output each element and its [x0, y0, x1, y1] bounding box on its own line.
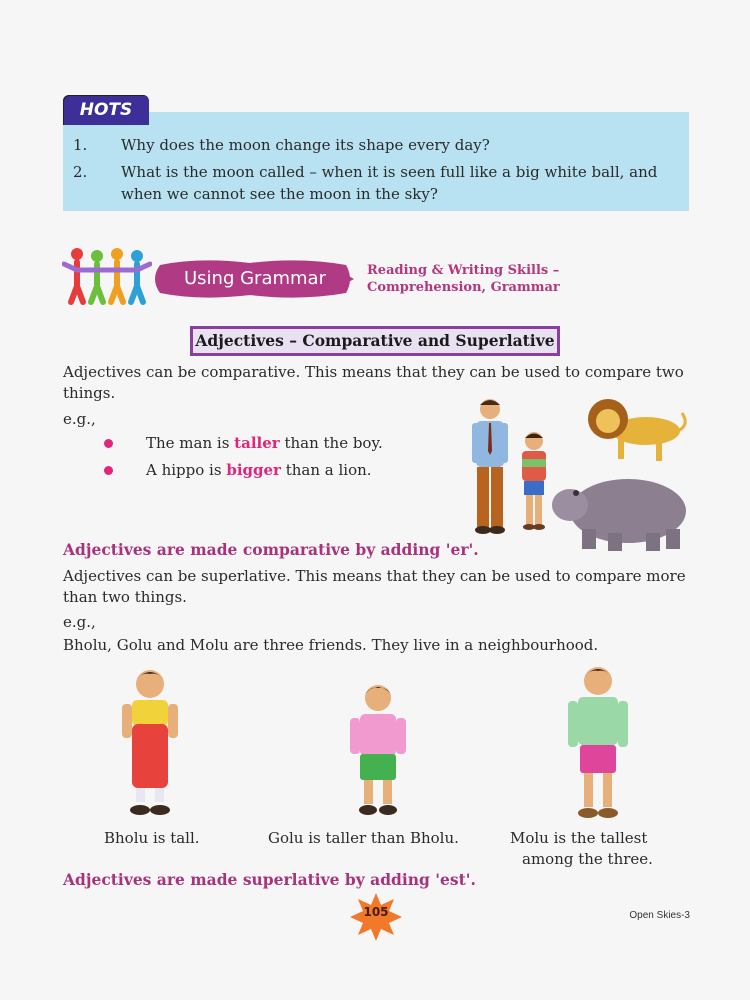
example-after: than a lion.: [280, 461, 372, 479]
man-figure: [472, 399, 508, 534]
rule-superlative: Adjectives are made superlative by adding 'est'.: [63, 870, 476, 889]
bullet-icon: [104, 466, 113, 475]
using-grammar-label: Using Grammar: [184, 268, 326, 289]
page-number: 105: [363, 905, 389, 919]
boy-figure: [522, 432, 546, 530]
caption-bholu: Bholu is tall.: [104, 829, 200, 847]
example-before: The man is: [146, 434, 235, 452]
bholu-illustration: [112, 662, 190, 822]
book-footer: Open Skies-3: [629, 910, 690, 921]
eg-label: e.g.,: [63, 410, 96, 428]
golu-illustration: [340, 676, 412, 826]
comparative-intro: Adjectives can be comparative. This means that they can be used to compare two things.: [63, 363, 684, 402]
example-highlight: taller: [234, 434, 280, 452]
skills-heading: [367, 262, 587, 296]
caption-molu-line1: Molu is the tallest: [510, 829, 648, 847]
friends-sentence: Bholu, Golu and Molu are three friends. They live in a neighbourhood.: [63, 636, 599, 654]
example-before: A hippo is: [146, 461, 227, 479]
molu-illustration: [560, 659, 632, 829]
rule-comparative: Adjectives are made comparative by adding 'er'.: [63, 540, 479, 559]
skills-line-1: Reading & Writing Skills –: [367, 263, 560, 278]
question-text: Why does the moon change its shape every day?: [121, 136, 490, 154]
bullet-icon: [104, 439, 113, 448]
hots-label: HOTS: [63, 95, 149, 125]
people-holding-hands-icon: [62, 246, 152, 306]
example-highlight: bigger: [226, 461, 281, 479]
man-boy-lion-hippo-illustration: [458, 395, 690, 555]
example-after: than the boy.: [279, 434, 383, 452]
example-text: [146, 432, 383, 454]
hippo-figure: [552, 479, 686, 551]
eg-label: e.g.,: [63, 613, 96, 631]
question-number: 1.: [73, 136, 88, 154]
caption-molu-line2: among the three.: [522, 850, 653, 868]
skills-line-2: Comprehension, Grammar: [367, 280, 560, 295]
question-number: 2.: [73, 163, 88, 181]
question-text: What is the moon called – when it is seen full like a big white ball, and when we cannot see the moon in the sky?: [121, 163, 658, 203]
superlative-intro: Adjectives can be superlative. This means that they can be used to compare more than two things.: [63, 567, 686, 606]
section-title: Adjectives – Comparative and Superlative: [190, 326, 560, 356]
lion-figure: [588, 399, 685, 461]
caption-golu: Golu is taller than Bholu.: [268, 829, 459, 847]
example-text: [146, 459, 372, 481]
hots-box: [63, 112, 689, 211]
